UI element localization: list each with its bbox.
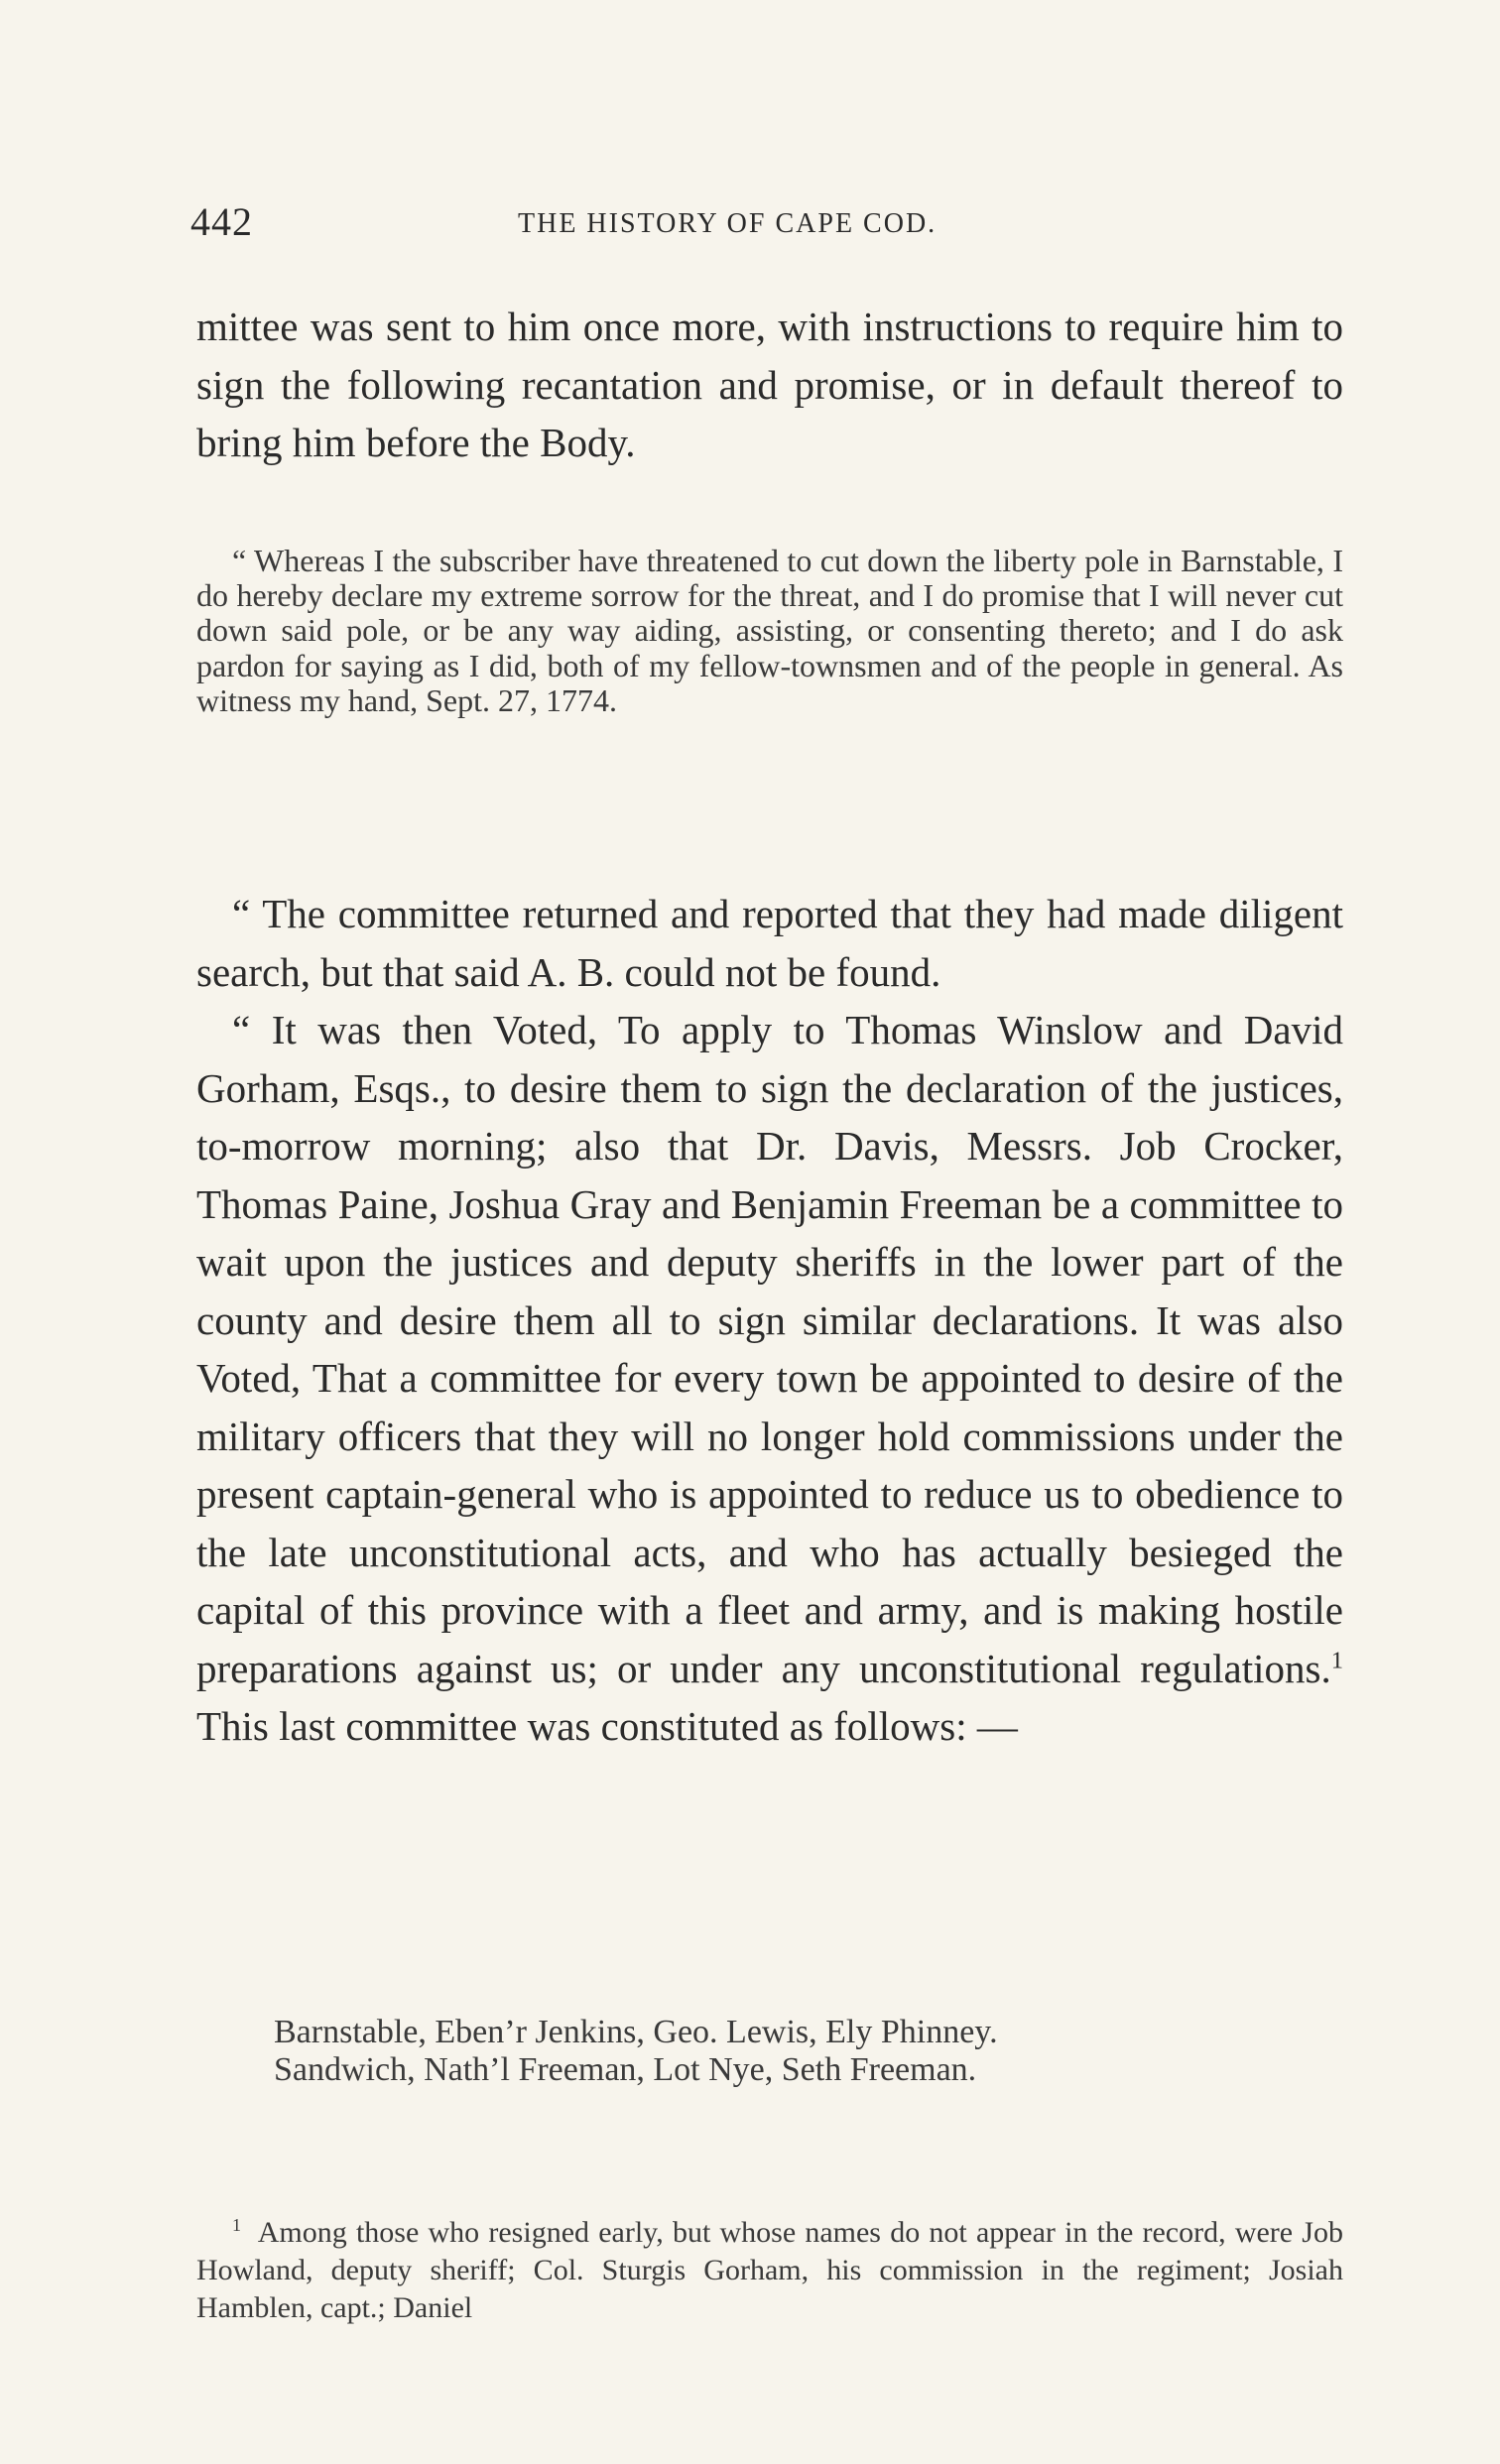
- opening-text: [196, 298, 1343, 472]
- recantation-text: “ Whereas I the subscriber have threatened to cut down the liberty pole in Barnstable, I do hereby declare my extreme sorrow for the threat, and I do promise that I will never cut down said pole, or be any way aiding, assisting, or consenting thereto; and I do ask pardon for saying as I did, both of my fellow-townsmen and of the people in general. As witness my hand, Sept. 27, 1774.: [196, 543, 1343, 718]
- committee-row-sandwich: [274, 2051, 1345, 2089]
- committee-town: Barnstable,: [274, 2014, 427, 2050]
- voted-paragraph: [196, 1001, 1343, 1756]
- voted-text-continued: This last committee was constituted as follows: —: [196, 1703, 1018, 1749]
- recantation-quote: [196, 544, 1343, 718]
- footnote-text: Among those who resigned early, but whose names do not appear in the record, were Job Howland, deputy sheriff; Col. Sturgis Gorham, his commission in the regiment; Josiah Hamblen, capt.; Daniel: [196, 2216, 1343, 2324]
- committee-paragraph: “ The committee returned and reported that they had made diligent search, but that said A. B. could not be found.: [196, 891, 1343, 995]
- committee-members: Nath’l Freeman, Lot Nye, Seth Freeman.: [424, 2051, 977, 2088]
- footnote-text-block: [196, 2214, 1343, 2327]
- committee-row-barnstable: [274, 2014, 1345, 2051]
- main-text: [196, 885, 1343, 1756]
- committee-members: Eben’r Jenkins, Geo. Lewis, Ely Phinney.: [435, 2014, 998, 2050]
- voted-text: “ It was then Voted, To apply to Thomas Winslow and David Gorham, Esqs., to desire them to sign the declaration of the justices, to-morrow morning; also that Dr. Davis, Messrs. Job Crocker, Thomas Paine, Joshua Gray and Benjamin Freeman be a committee to wait upon the justices and deputy sheriffs in the lower part of the county and desire them all to sign similar declarations. It was also Voted, That a committee for every town be appointed to desire of the military officers that they will no longer hold commissions under the present captain-general who is appointed to reduce us to obedience to the late unconstitutional acts, and who has actually besieged the capital of this province with a fleet and army, and is making hostile preparations against us; or under any unconstitutional regulations.: [196, 1007, 1343, 1691]
- footnote: [196, 2214, 1343, 2327]
- page-number: 442: [190, 199, 253, 244]
- opening-paragraph: mittee was sent to him once more, with instructions to require him to sign the following recantation and promise, or in default thereof to bring him before the Body.: [196, 304, 1343, 465]
- committee-list: [274, 2014, 1345, 2089]
- footnote-reference[interactable]: 1: [1330, 1646, 1343, 1673]
- running-title: THE HISTORY OF CAPE COD.: [518, 208, 938, 239]
- committee-town: Sandwich,: [274, 2051, 416, 2088]
- footnote-marker: 1: [232, 2215, 241, 2235]
- page-header: [190, 198, 1339, 258]
